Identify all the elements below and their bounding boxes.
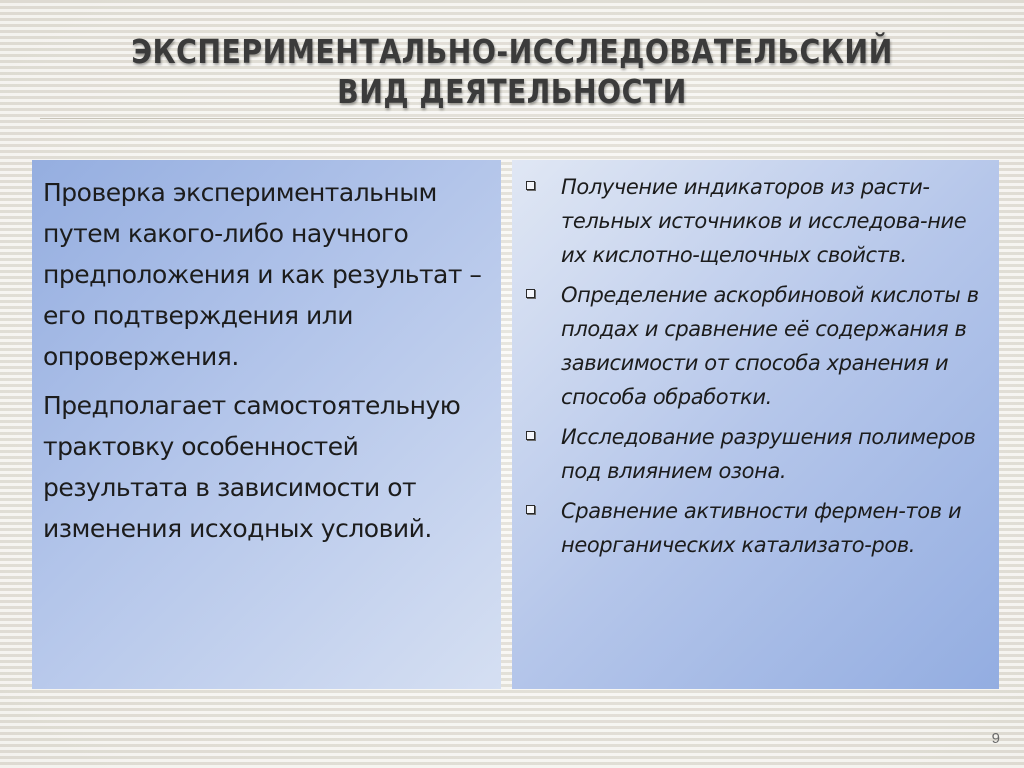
list-item bbox=[526, 278, 987, 414]
list-item-text: Исследование разрушения полимеров под влиянием озона. bbox=[561, 425, 976, 483]
description-paragraph-2: Предполагает самостоятельную трактовку особенностей результата в зависимости от изменения исходных условий. bbox=[43, 391, 461, 543]
list-item bbox=[526, 494, 987, 562]
right-examples-panel bbox=[512, 160, 999, 689]
hollow-square-icon bbox=[526, 181, 535, 190]
list-item-text: Сравнение активности фермен-тов и неорганических катализато-ров. bbox=[561, 499, 962, 557]
list-item-text: Определение аскорбиновой кислоты в плодах и сравнение её содержания в зависимости от способа хранения и способа обработки. bbox=[561, 283, 979, 409]
list-item-text: Получение индикаторов из расти-тельных источников и исследова-ние их кислотно-щелочных свойств. bbox=[561, 175, 967, 267]
hollow-square-icon bbox=[526, 289, 535, 298]
slide-title: ЭКСПЕРИМЕНТАЛЬНО-ИССЛЕДОВАТЕЛЬСКИЙ ВИД ДЕЯТЕЛЬНОСТИ bbox=[131, 32, 893, 111]
left-description-panel bbox=[32, 160, 501, 689]
description-paragraph-1: Проверка экспериментальным путем какого-либо научного предположения и как результат – его подтверждения или опровержения. bbox=[43, 178, 482, 371]
title-divider bbox=[40, 118, 1024, 119]
hollow-square-icon bbox=[526, 505, 535, 514]
hollow-square-icon bbox=[526, 431, 535, 440]
list-item bbox=[526, 170, 987, 272]
list-item bbox=[526, 420, 987, 488]
examples-list bbox=[526, 170, 987, 562]
page-number: 9 bbox=[991, 730, 1000, 747]
